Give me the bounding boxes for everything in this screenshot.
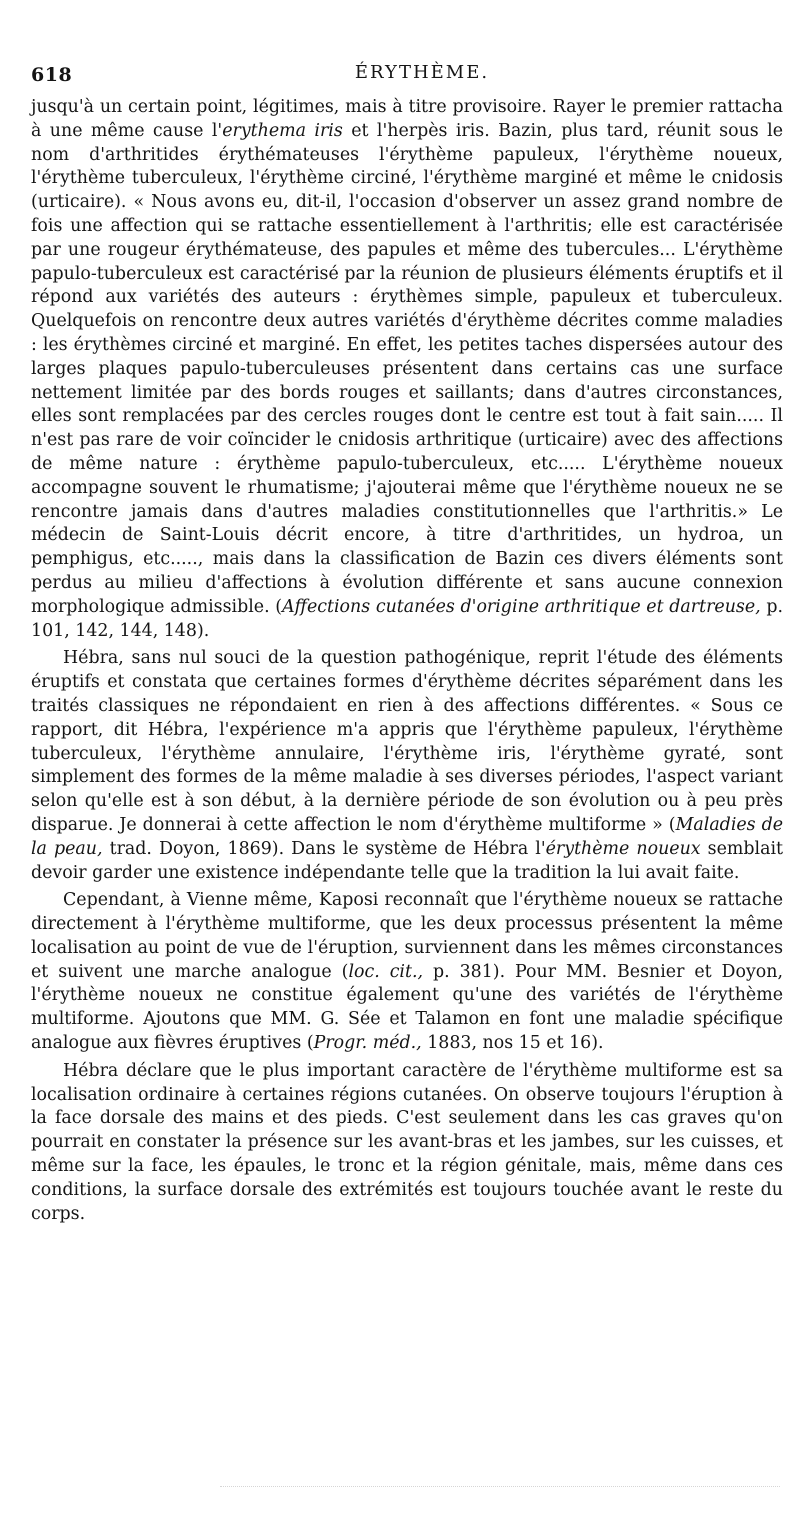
text-run: Cependant, à Vienne même, Kaposi reconnaît que l'érythème noueux se rattache directement à l'érythème multiforme, que les deux processus présentent la même localisation au point de vue de l'éruption, surviennent dans les mêmes circonstances et suivent une marche analogue ( [31,890,783,982]
page-header [31,60,783,90]
text-run: Hébra, sans nul souci de la question pathogénique, reprit l'étude des éléments éruptifs et constata que certaines formes d'érythème décrites séparément dans les traités classiques ne répondaient en rien à des affections différentes. « Sous ce rapport, dit Hébra, l'expérience m'a appris que l'érythème papuleux, l'érythème tuberculeux, l'érythème annulaire, l'érythème iris, l'érythème gyraté, sont simplement des formes de la même maladie à ses diverses périodes, l'aspect variant selon qu'elle est à son début, à la dernière période de son évolution ou à peu près disparue. Je donnerai à cette affection le nom d'érythème multiforme » ( [31,648,783,835]
page-footer-rule [220,1486,780,1489]
running-title: ÉRYTHÈME. [354,62,490,83]
text-run: semblait devoir garder une existence indépendante telle que la tradition la lui avait faite. [31,838,783,883]
text-run: jusqu'à un certain point, légitimes, mais à titre provisoire. Rayer le premier rattacha à une même cause l' [31,97,783,141]
italic-citation: érythème noueux [545,838,701,859]
paragraph [31,889,783,1056]
paragraph [31,96,783,643]
text-run: p. 101, 142, 144, 148). [31,596,783,641]
text-run: et l'herpès iris. Bazin, plus tard, réunit sous le nom d'arthritides érythémateuses l'érythème papuleux, l'érythème noueux, l'érythème tuberculeux, l'érythème circiné, l'érythème marginé et même le cnidosis (urticaire). « Nous avons eu, dit-il, l'occasion d'observer un assez grand nombre de fois une affection qui se rattache essentiellement à l'arthritis; elle est caractérisée par une rougeur érythémateuse, des papules et même des tubercules... L'érythème papulo-tuberculeux est caractérisé par la réunion de plusieurs éléments éruptifs et il répond aux variétés des auteurs : érythèmes simple, papuleux et tuberculeux. Quelquefois on rencontre deux autres variétés d'érythème décrites comme maladies : les érythèmes circiné et marginé. En effet, les petites taches dispersées autour des larges plaques papulo-tuberculeuses présentent dans certains cas une surface nettement limitée par des bords rouges et saillants; dans d'autres circonstances, elles sont remplacées par des cercles rouges dont le centre est tout à fait sain..... Il n'est pas rare de voir coïncider le cnidosis arthritique (urticaire) avec des affections de même nature : érythème papulo-tuberculeux, etc..... L'érythème noueux accompagne souvent le rhumatisme; j'ajouterai même que l'érythème noueux ne se rencontre jamais dans d'autres maladies constitutionnelles que l'arthritis.» Le médecin de Saint-Louis décrit encore, à titre d'arthritides, un hydroa, un pemphigus, etc....., mais dans la classification de Bazin ces divers éléments sont perdus au milieu d'affections à évolution différente et sans aucune connexion morphologique admissible. ( [31,120,783,617]
body-text [31,96,783,1226]
paragraph [31,1060,783,1227]
italic-citation: loc. cit., [348,961,424,982]
page-number: 618 [31,64,73,86]
italic-citation: Progr. méd., [313,1033,422,1054]
italic-citation: Affections cutanées d'origine arthritique et dartreuse, [282,596,761,617]
text-run: Hébra déclare que le plus important caractère de l'érythème multiforme est sa localisation ordinaire à certaines régions cutanées. On observe toujours l'éruption à la face dorsale des mains et des pieds. C'est seulement dans les cas graves qu'on pourrait en constater la présence sur les avant-bras et les jambes, sur les cuisses, et même sur la face, les épaules, le tronc et la région génitale, mais, même dans ces conditions, la surface dorsale des extrémités est toujours touchée avant le reste du corps. [31,1060,783,1224]
text-run: trad. Doyon, 1869). Dans le système de Hébra l' [102,838,546,859]
paragraph [31,647,783,885]
text-run: p. 381). Pour MM. Besnier et Doyon, l'érythème noueux ne constitue également qu'une des variétés de l'érythème multiforme. Ajoutons que MM. G. Sée et Talamon en font une maladie spécifique analogue aux fièvres éruptives ( [31,961,783,1054]
text-run: 1883, nos 15 et 16). [421,1033,604,1054]
italic-citation: Maladies de la peau, [31,814,784,859]
italic-citation: erythema iris [222,120,343,141]
